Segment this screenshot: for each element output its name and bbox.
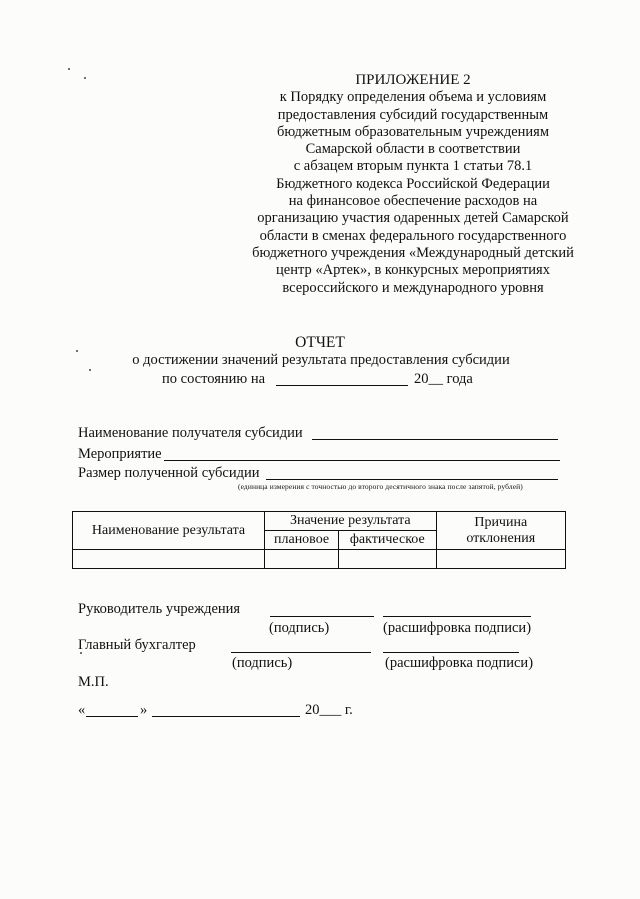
appendix-line: всероссийского и международного уровня bbox=[282, 279, 544, 296]
appendix-line: на финансовое обеспечение расходов на bbox=[288, 193, 538, 210]
col-result-value: Значение результата bbox=[265, 512, 436, 531]
scan-speck bbox=[84, 77, 86, 79]
recipient-blank[interactable] bbox=[312, 439, 558, 440]
recipient-label: Наименование получателя субсидии bbox=[78, 425, 303, 441]
amount-blank[interactable] bbox=[266, 479, 558, 480]
stamp-placeholder: М.П. bbox=[78, 674, 109, 690]
report-title: ОТЧЕТ bbox=[295, 334, 345, 351]
table-cell[interactable] bbox=[73, 550, 265, 569]
director-signature-blank[interactable] bbox=[270, 616, 374, 617]
amount-label: Размер полученной субсидии bbox=[78, 465, 260, 481]
accountant-sign-caption: (подпись) bbox=[232, 655, 293, 671]
date-year: 20___ г. bbox=[305, 702, 353, 718]
appendix-line: бюджетным образовательным учреждениям bbox=[276, 123, 550, 140]
appendix-line: к Порядку определения объема и условиям bbox=[279, 89, 547, 106]
date-day-blank[interactable] bbox=[86, 716, 138, 717]
director-decode-caption: (расшифровка подписи) bbox=[383, 620, 532, 636]
appendix-line: с абзацем вторым пункта 1 статьи 78.1 bbox=[293, 158, 533, 175]
director-sign-caption: (подпись) bbox=[269, 620, 330, 636]
appendix-line: предоставления субсидий государственным bbox=[277, 106, 549, 123]
col-result-name: Наименование результата bbox=[73, 512, 265, 550]
date-open-quote: « bbox=[78, 702, 86, 718]
appendix-title: ПРИЛОЖЕНИЕ 2 bbox=[355, 72, 471, 88]
scan-speck bbox=[89, 369, 91, 371]
table-header-row bbox=[73, 512, 566, 531]
appendix-line: области в сменах федерального государственного bbox=[259, 227, 567, 244]
table-cell[interactable] bbox=[265, 550, 339, 569]
event-blank[interactable] bbox=[164, 460, 560, 461]
director-label: Руководитель учреждения bbox=[78, 601, 241, 617]
accountant-label: Главный бухгалтер bbox=[78, 637, 196, 653]
report-date-prefix: по состоянию на bbox=[162, 371, 266, 387]
appendix-line: Самарской области в соответствии bbox=[305, 141, 521, 158]
director-decode-blank[interactable] bbox=[383, 616, 531, 617]
date-close-quote: » bbox=[140, 702, 148, 718]
date-month-blank[interactable] bbox=[152, 716, 300, 717]
accountant-decode-blank[interactable] bbox=[383, 652, 519, 653]
accountant-signature-blank[interactable] bbox=[231, 652, 371, 653]
appendix-line: центр «Артек», в конкурсных мероприятиях bbox=[276, 262, 550, 279]
table-row bbox=[73, 550, 566, 569]
table-cell[interactable] bbox=[436, 550, 565, 569]
table-cell[interactable] bbox=[339, 550, 437, 569]
scan-speck bbox=[76, 350, 78, 352]
scan-speck bbox=[68, 68, 70, 70]
col-deviation-reason: Причина отклонения bbox=[436, 512, 565, 550]
results-table bbox=[72, 511, 566, 569]
report-date-year: 20__ года bbox=[414, 371, 473, 387]
appendix-line: Бюджетного кодекса Российской Федерации bbox=[276, 175, 550, 192]
accountant-decode-caption: (расшифровка подписи) bbox=[385, 655, 534, 671]
report-date-blank[interactable] bbox=[276, 385, 408, 386]
appendix-line: бюджетного учреждения «Международный детский bbox=[252, 244, 574, 261]
event-label: Мероприятие bbox=[78, 446, 162, 462]
col-planned: плановое bbox=[265, 531, 339, 550]
appendix-line: организацию участия одаренных детей Самарской bbox=[257, 210, 569, 227]
report-subtitle: о достижении значений результата предоставления субсидии bbox=[132, 352, 510, 368]
amount-unit-note: (единица измерения с точностью до второго десятичного знака после запятой, рублей) bbox=[238, 482, 523, 491]
col-actual: фактическое bbox=[339, 531, 437, 550]
appendix-header bbox=[236, 72, 590, 297]
